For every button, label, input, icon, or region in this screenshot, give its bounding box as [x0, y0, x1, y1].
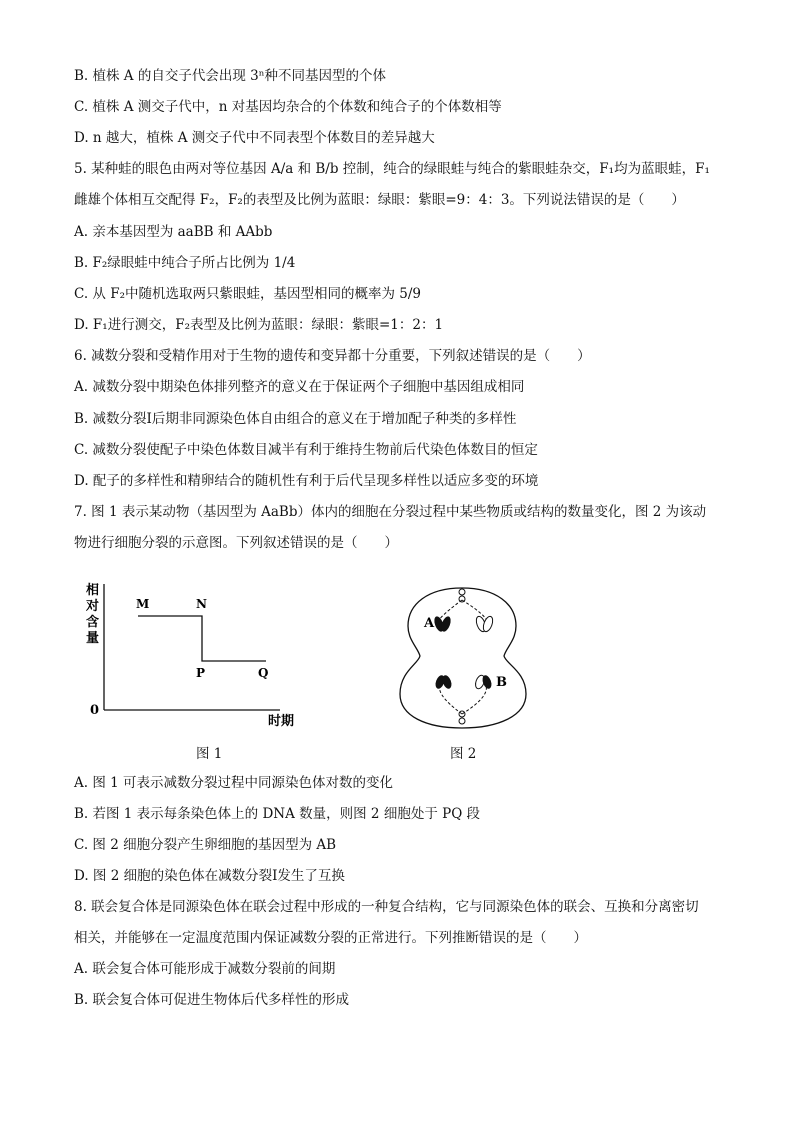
option-6a: A. 减数分裂中期染色体排列整齐的意义在于保证两个子细胞中基因组成相同	[74, 379, 525, 395]
figure-1-chart	[80, 572, 320, 742]
centriole-bottom-2	[459, 718, 465, 724]
figure-2-diagram	[398, 582, 528, 732]
series-line	[138, 616, 266, 661]
option-5c: C. 从 F₂中随机选取两只紫眼蛙，基因型相同的概率为 5/9	[74, 286, 422, 302]
option-4b: B. 植株 A 的自交子代会出现 3ⁿ种不同基因型的个体	[74, 68, 387, 84]
question-7-line2: 物进行细胞分裂的示意图。下列叙述错误的是（ ）	[74, 535, 398, 551]
option-8b: B. 联会复合体可促进生物体后代多样性的形成	[74, 992, 350, 1008]
ylabel-char-2: 对	[86, 599, 100, 614]
ylabel-char-4: 量	[86, 631, 100, 646]
question-8-line1: 8. 联会复合体是同源染色体在联会过程中形成的一种复合结构，它与同源染色体的联会、互换和分离密切	[74, 899, 699, 915]
question-6: 6. 减数分裂和受精作用对于生物的遗传和变异都十分重要，下列叙述错误的是（ ）	[74, 348, 591, 364]
figure-2	[398, 582, 528, 732]
question-5-line1: 5. 某种蛙的眼色由两对等位基因 A/a 和 B/b 控制，纯合的绿眼蛙与纯合的紫眼蛙杂交，F₁均为蓝眼蛙，F₁	[74, 161, 710, 177]
centriole-top-2	[459, 596, 465, 602]
option-5d: D. F₁进行测交，F₂表型及比例为蓝眼：绿眼：紫眼=1：2：1	[74, 317, 444, 333]
option-6c: C. 减数分裂使配子中染色体数目减半有利于维持生物前后代染色体数目的恒定	[74, 442, 538, 458]
option-7c: C. 图 2 细胞分裂产生卵细胞的基因型为 AB	[74, 837, 337, 853]
option-6d: D. 配子的多样性和精卵结合的随机性有利于后代呈现多样性以适应多变的环境	[74, 473, 539, 489]
option-8a: A. 联会复合体可能形成于减数分裂前的间期	[74, 961, 336, 977]
gene-label-a: A	[424, 616, 435, 631]
chromosome-bottom-left	[434, 674, 453, 690]
ylabel-char-3: 含	[86, 615, 100, 630]
figure-1-caption: 图 1	[196, 746, 223, 762]
option-7b: B. 若图 1 表示每条染色体上的 DNA 数量，则图 2 细胞处于 PQ 段	[74, 806, 481, 822]
point-label-n: N	[196, 597, 207, 611]
chromosome-top-right	[475, 615, 495, 633]
figure-1	[80, 572, 320, 742]
question-7-line1: 7. 图 1 表示某动物（基因型为 AaBb）体内的细胞在分裂过程中某些物质或结构的数量变化，图 2 为该动	[74, 504, 707, 520]
chromosome-bottom-right	[474, 674, 493, 690]
ylabel-char-1: 相	[86, 583, 100, 598]
option-5a: A. 亲本基因型为 aaBB 和 AAbb	[74, 224, 273, 240]
xlabel: 时期	[268, 714, 295, 729]
option-6b: B. 减数分裂Ⅰ后期非同源染色体自由组合的意义在于增加配子种类的多样性	[74, 411, 517, 427]
option-4c: C. 植株 A 测交子代中，n 对基因均杂合的个体数和纯合子的个体数相等	[74, 99, 502, 115]
figure-2-caption: 图 2	[450, 746, 477, 762]
option-4d: D. n 越大，植株 A 测交子代中不同表型个体数目的差异越大	[74, 130, 435, 146]
point-label-q: Q	[258, 666, 269, 680]
option-5b: B. F₂绿眼蛙中纯合子所占比例为 1/4	[74, 255, 296, 271]
option-7d: D. 图 2 细胞的染色体在减数分裂Ⅰ发生了互换	[74, 868, 345, 884]
gene-label-b: B	[496, 675, 507, 690]
cell-membrane	[400, 588, 526, 728]
question-8-line2: 相关，并能够在一定温度范围内保证减数分裂的正常进行。下列推断错误的是（ ）	[74, 930, 587, 946]
chromosome-top-left	[433, 615, 453, 633]
centriole-top	[459, 589, 465, 595]
origin-label: 0	[90, 703, 100, 718]
option-7a: A. 图 1 可表示减数分裂过程中同源染色体对数的变化	[74, 775, 394, 791]
point-label-p: P	[196, 666, 206, 680]
question-5-line2: 雌雄个体相互交配得 F₂，F₂的表型及比例为蓝眼：绿眼：紫眼=9：4：3。下列说法错误的是（ ）	[74, 192, 685, 208]
point-label-m: M	[136, 597, 150, 611]
